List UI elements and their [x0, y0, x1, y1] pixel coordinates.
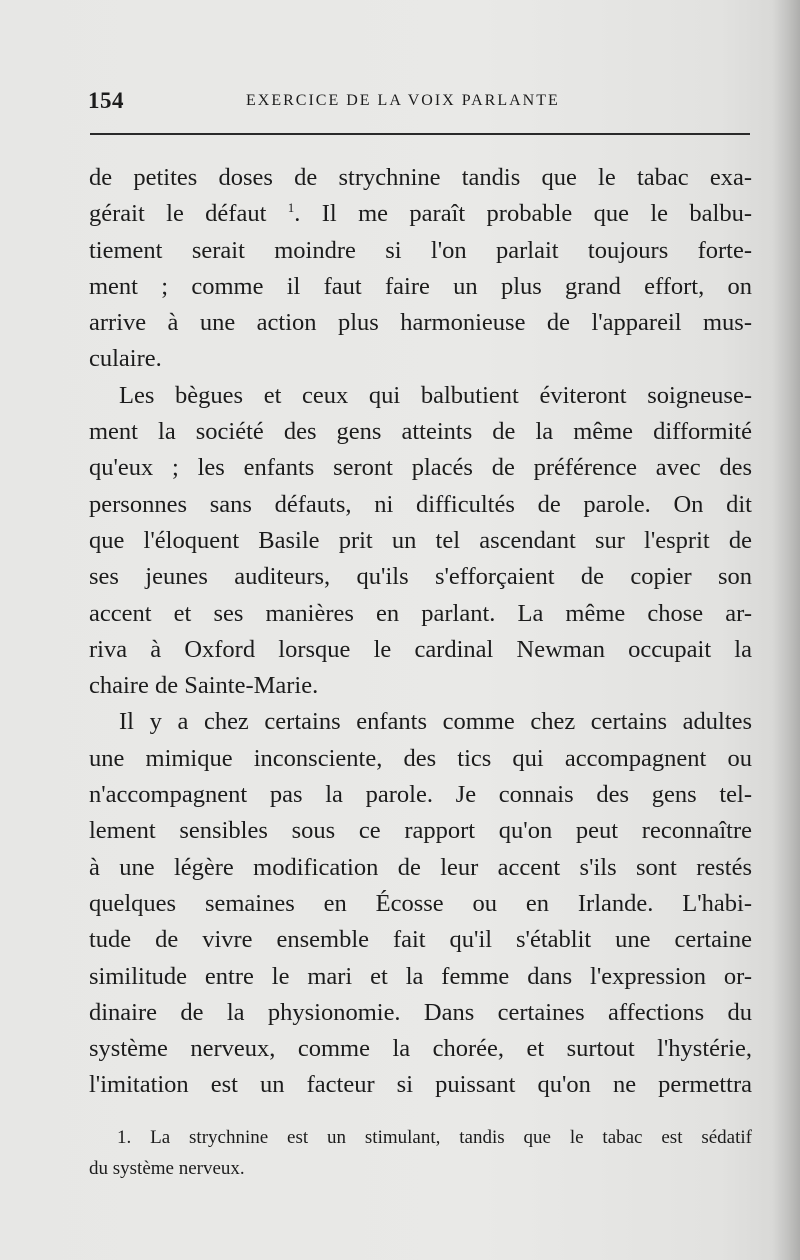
text-line: tude de vivre ensemble fait qu'il s'établit une certaine [89, 926, 752, 954]
text-line: n'accompagnent pas la parole. Je connais des gens tel- [89, 781, 752, 809]
footnote-line: du système nerveux. [89, 1158, 245, 1179]
page-header [88, 88, 748, 118]
footnote-reference: 1 [287, 200, 295, 216]
spine-shadow [772, 0, 800, 1260]
text-line: une mimique inconsciente, des tics qui accompagnent ou [89, 744, 752, 772]
text-fragment: . Il me paraît probable que le balbu- [294, 200, 752, 228]
footnote-line: 1. La strychnine est un stimulant, tandis que le tabac est sédatif [117, 1127, 752, 1148]
text-line: culaire. [89, 345, 162, 373]
text-line: personnes sans défauts, ni difficultés de parole. On dit [89, 490, 752, 518]
footnotes [89, 1122, 752, 1184]
text-line: l'imitation est un facteur si puissant qu'on ne permettra [89, 1071, 752, 1099]
text-line: à une légère modification de leur accent s'ils sont restés [89, 853, 752, 881]
text-line: accent et ses manières en parlant. La même chose ar- [89, 599, 752, 627]
running-title: EXERCICE DE LA VOIX PARLANTE [246, 92, 560, 109]
text-line: ment ; comme il faut faire un plus grand effort, on [89, 272, 752, 300]
text-line: que l'éloquent Basile prit un tel ascendant sur l'esprit de [89, 526, 752, 554]
text-line: lement sensibles sous ce rapport qu'on peut reconnaître [89, 817, 752, 845]
text-line: tiement serait moindre si l'on parlait toujours forte- [89, 236, 752, 264]
text-fragment: gérait le défaut [89, 200, 267, 228]
text-line: de petites doses de strychnine tandis que le tabac exa- [89, 164, 752, 191]
text-line-with-footnote-ref [89, 196, 752, 232]
text-line: ment la société des gens atteints de la même difformité [89, 418, 752, 446]
text-line: riva à Oxford lorsque le cardinal Newman occupait la [89, 635, 752, 663]
text-line: qu'eux ; les enfants seront placés de préférence avec des [89, 454, 752, 482]
text-line: ses jeunes auditeurs, qu'ils s'efforçaient de copier son [89, 563, 752, 591]
paragraph-first-line: Il y a chez certains enfants comme chez certains adultes [119, 708, 752, 736]
text-line: quelques semaines en Écosse ou en Irlande. L'habi- [89, 889, 752, 917]
text-line: chaire de Sainte-Marie. [89, 672, 319, 700]
text-line: dinaire de la physionomie. Dans certaines affections du [89, 998, 752, 1026]
paragraph-first-line: Les bègues et ceux qui balbutient éviteront soigneuse- [119, 381, 752, 409]
text-line: arrive à une action plus harmonieuse de l'appareil mus- [89, 309, 752, 337]
text-line: similitude entre le mari et la femme dans l'expression or- [89, 962, 752, 990]
text-line: système nerveux, comme la chorée, et surtout l'hystérie, [89, 1035, 752, 1063]
page-number: 154 [88, 88, 124, 113]
header-rule [90, 133, 750, 135]
body-text [89, 160, 752, 1104]
